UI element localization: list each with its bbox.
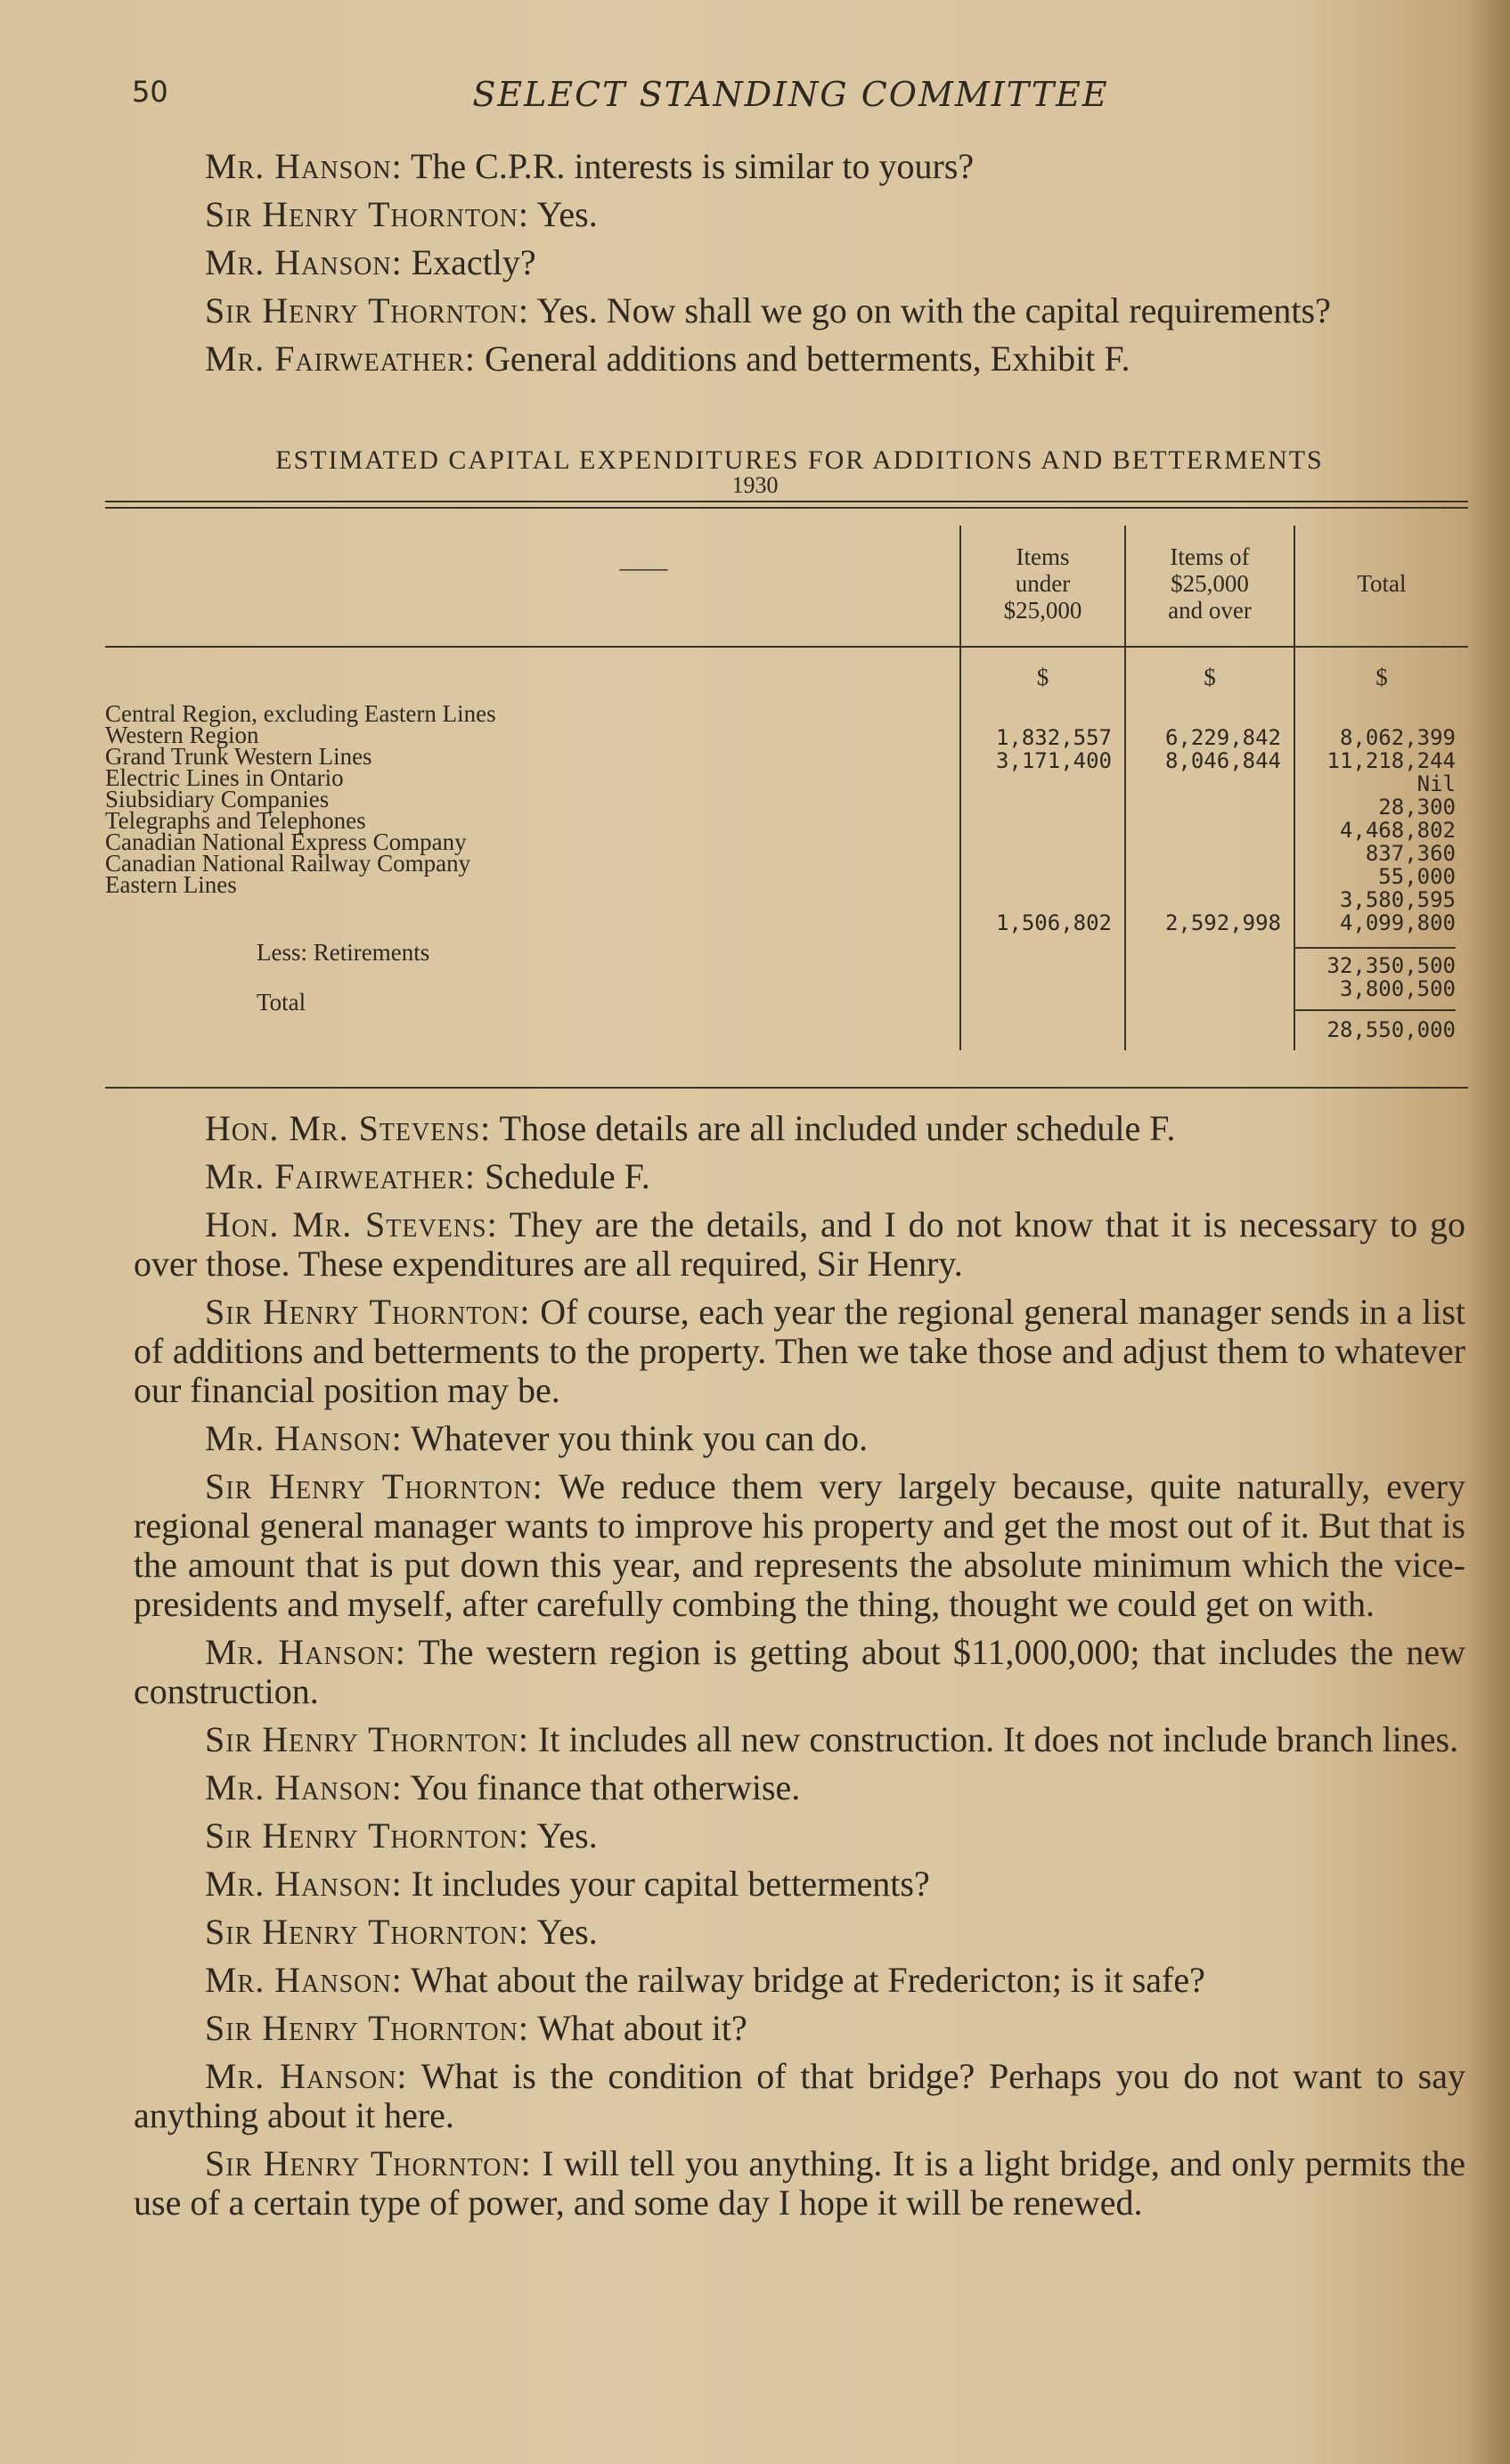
column-header-under: Items under $25,000 <box>960 526 1125 647</box>
page-number: 50 <box>132 75 168 109</box>
speech-paragraph <box>134 2144 1465 2223</box>
speech-paragraph <box>134 1864 1465 1904</box>
table-bottom-rule <box>105 1087 1468 1089</box>
speech-text: The C.P.R. interests is similar to yours? <box>410 146 975 186</box>
speech-text: General additions and betterments, Exhibit F. <box>485 339 1130 379</box>
cell-value: 11,218,244 <box>1326 748 1456 773</box>
cell-value: 55,000 <box>1378 864 1456 889</box>
row-label: Western Region <box>105 722 259 748</box>
row-label: Canadian National Express Company <box>105 828 467 855</box>
speech-paragraph <box>134 1633 1465 1711</box>
running-title: SELECT STANDING COMMITTEE <box>472 75 1109 114</box>
speaker-name: Mr. Hanson: <box>205 242 403 282</box>
speech-paragraph <box>134 339 1465 379</box>
cell-value: 8,062,399 <box>1339 725 1456 750</box>
row-label: Electric Lines in Ontario <box>105 764 344 791</box>
table-year: 1930 <box>731 472 779 498</box>
speech-text: I will tell you anything. It is a light bridge, and only permits the use of a certain type of power, and some day I hope it will be renewed. <box>134 2143 1465 2223</box>
main-dialogue <box>134 1109 1465 2231</box>
speaker-name: Mr. Hanson: <box>205 1960 403 2000</box>
speaker-name: Sir Henry Thornton: <box>205 1719 530 1759</box>
speaker-name: Sir Henry Thornton: <box>205 2143 532 2183</box>
speaker-name: Mr. Hanson: <box>205 1632 406 1672</box>
speech-paragraph <box>134 2057 1465 2135</box>
table-top-rule <box>105 501 1468 509</box>
speaker-name: Mr. Hanson: <box>205 2056 408 2096</box>
speech-paragraph <box>134 291 1465 330</box>
row-label: Siubsidiary Companies <box>105 786 330 812</box>
speaker-name: Sir Henry Thornton: <box>205 194 530 234</box>
speaker-name: Sir Henry Thornton: <box>205 1815 530 1856</box>
currency-symbol: $ <box>1294 647 1468 703</box>
speech-paragraph <box>134 147 1465 186</box>
speech-text: The western region is getting about $11,000,000; that includes the new construction. <box>134 1632 1466 1711</box>
speaker-name: Mr. Fairweather: <box>205 1156 477 1196</box>
column-over-values <box>1125 703 1294 1050</box>
cell-value: 8,046,844 <box>1164 748 1281 773</box>
speech-paragraph <box>134 1913 1465 1952</box>
currency-symbol: $ <box>1125 647 1294 703</box>
page-header <box>0 69 1510 123</box>
speaker-name: Hon. Mr. Stevens: <box>205 1108 492 1148</box>
speaker-name: Sir Henry Thornton: <box>205 1912 530 1952</box>
speech-text: Yes. Now shall we go on with the capital requirements? <box>536 290 1331 330</box>
table-title: ESTIMATED CAPITAL EXPENDITURES FOR ADDITIONS AND BETTERMENTS <box>275 445 1324 475</box>
speech-paragraph <box>134 1157 1465 1196</box>
column-header-over: Items of $25,000 and over <box>1125 526 1294 647</box>
less-label: Less: Retirements <box>257 939 430 966</box>
speech-text: Exactly? <box>411 242 536 282</box>
table-body <box>105 703 1468 1050</box>
speech-paragraph <box>134 1961 1465 2000</box>
speech-text: Yes. <box>536 1912 598 1952</box>
cell-value: 6,229,842 <box>1164 725 1281 750</box>
cell-value: 837,360 <box>1365 841 1456 866</box>
speech-text: Yes. <box>536 1815 598 1856</box>
speech-paragraph <box>134 243 1465 282</box>
row-label: Canadian National Railway Company <box>105 850 471 877</box>
speaker-name: Sir Henry Thornton: <box>205 2008 530 2048</box>
cell-value: 4,468,802 <box>1339 818 1456 843</box>
speech-text: Those details are all included under schedule F. <box>499 1108 1176 1148</box>
cell-value: 2,592,998 <box>1164 910 1281 935</box>
speech-paragraph <box>134 195 1465 234</box>
speaker-name: Sir Henry Thornton: <box>205 290 530 330</box>
column-total-values <box>1294 703 1468 1050</box>
column-under-values <box>960 703 1125 1050</box>
row-label: Telegraphs and Telephones <box>105 807 366 834</box>
speech-text: What about it? <box>537 2008 747 2048</box>
row-label: Central Region, excluding Eastern Lines <box>105 700 496 727</box>
speech-paragraph <box>134 1467 1465 1624</box>
subtotal-value: 32,350,500 <box>1295 947 1456 977</box>
speaker-name: Mr. Fairweather: <box>205 339 477 379</box>
speaker-name: Hon. Mr. Stevens: <box>205 1204 498 1244</box>
speech-text: Schedule F. <box>485 1156 650 1196</box>
cell-value: 1,506,802 <box>995 910 1112 935</box>
speech-paragraph <box>134 2009 1465 2048</box>
currency-symbol: $ <box>960 647 1125 703</box>
cell-value: 28,300 <box>1378 795 1456 820</box>
speaker-name: Sir Henry Thornton: <box>205 1466 543 1506</box>
speech-text: It includes all new construction. It does not include branch lines. <box>538 1719 1459 1759</box>
intro-dialogue <box>134 147 1465 388</box>
capital-expenditures-table <box>105 526 1468 1050</box>
cell-value: 1,832,557 <box>995 725 1112 750</box>
stub-head: —— <box>105 526 960 647</box>
grand-total-value: 28,550,000 <box>1295 1009 1456 1050</box>
speech-text: What is the condition of that bridge? Perhaps you do not want to say anything about it here. <box>134 2056 1466 2135</box>
speech-text: Whatever you think you can do. <box>410 1418 869 1458</box>
speech-paragraph <box>134 1768 1465 1807</box>
speaker-name: Mr. Hanson: <box>205 1864 403 1904</box>
row-labels <box>105 700 960 1050</box>
speaker-name: Mr. Hanson: <box>205 1767 403 1807</box>
speaker-name: Sir Henry Thornton: <box>205 1292 531 1332</box>
row-label: Grand Trunk Western Lines <box>105 743 372 770</box>
speaker-name: Mr. Hanson: <box>205 1418 403 1458</box>
speech-paragraph <box>134 1720 1465 1759</box>
speech-paragraph <box>134 1109 1465 1148</box>
speech-text: It includes your capital betterments? <box>411 1864 930 1904</box>
speech-text: We reduce them very largely because, quite naturally, every regional general manager wants to improve his property and get the most out of it. But that is the amount that is put down this year, and represents the absolute minimum which the vice-presidents and myself, after carefully combing the thing, thought we could get on with. <box>134 1466 1465 1624</box>
speech-paragraph <box>134 1205 1465 1284</box>
speech-paragraph <box>134 1419 1465 1458</box>
total-label: Total <box>257 989 306 1016</box>
speech-text: Yes. <box>536 194 598 234</box>
cell-value: Nil <box>1416 771 1456 796</box>
speech-paragraph <box>134 1816 1465 1856</box>
table-header-row <box>105 526 1468 647</box>
speech-text: What about the railway bridge at Fredericton; is it safe? <box>410 1960 1205 2000</box>
speech-text: You finance that otherwise. <box>410 1767 801 1807</box>
cell-value: 4,099,800 <box>1339 910 1456 935</box>
column-header-total: Total <box>1294 526 1468 647</box>
cell-value: 3,580,595 <box>1339 887 1456 912</box>
speech-text: Of course, each year the regional general manager sends in a list of additions and betterments to the property. Then we take those and adjust them to whatever our financial position may be. <box>134 1292 1466 1410</box>
currency-row <box>105 647 1468 703</box>
speech-text: They are the details, and I do not know that it is necessary to go over those. These expenditures are all required, Sir Henry. <box>134 1204 1466 1284</box>
speaker-name: Mr. Hanson: <box>205 146 403 186</box>
speech-paragraph <box>134 1293 1465 1410</box>
row-label: Eastern Lines <box>105 871 237 898</box>
cell-value: 3,171,400 <box>995 748 1112 773</box>
retirements-value: 3,800,500 <box>1339 976 1456 1001</box>
